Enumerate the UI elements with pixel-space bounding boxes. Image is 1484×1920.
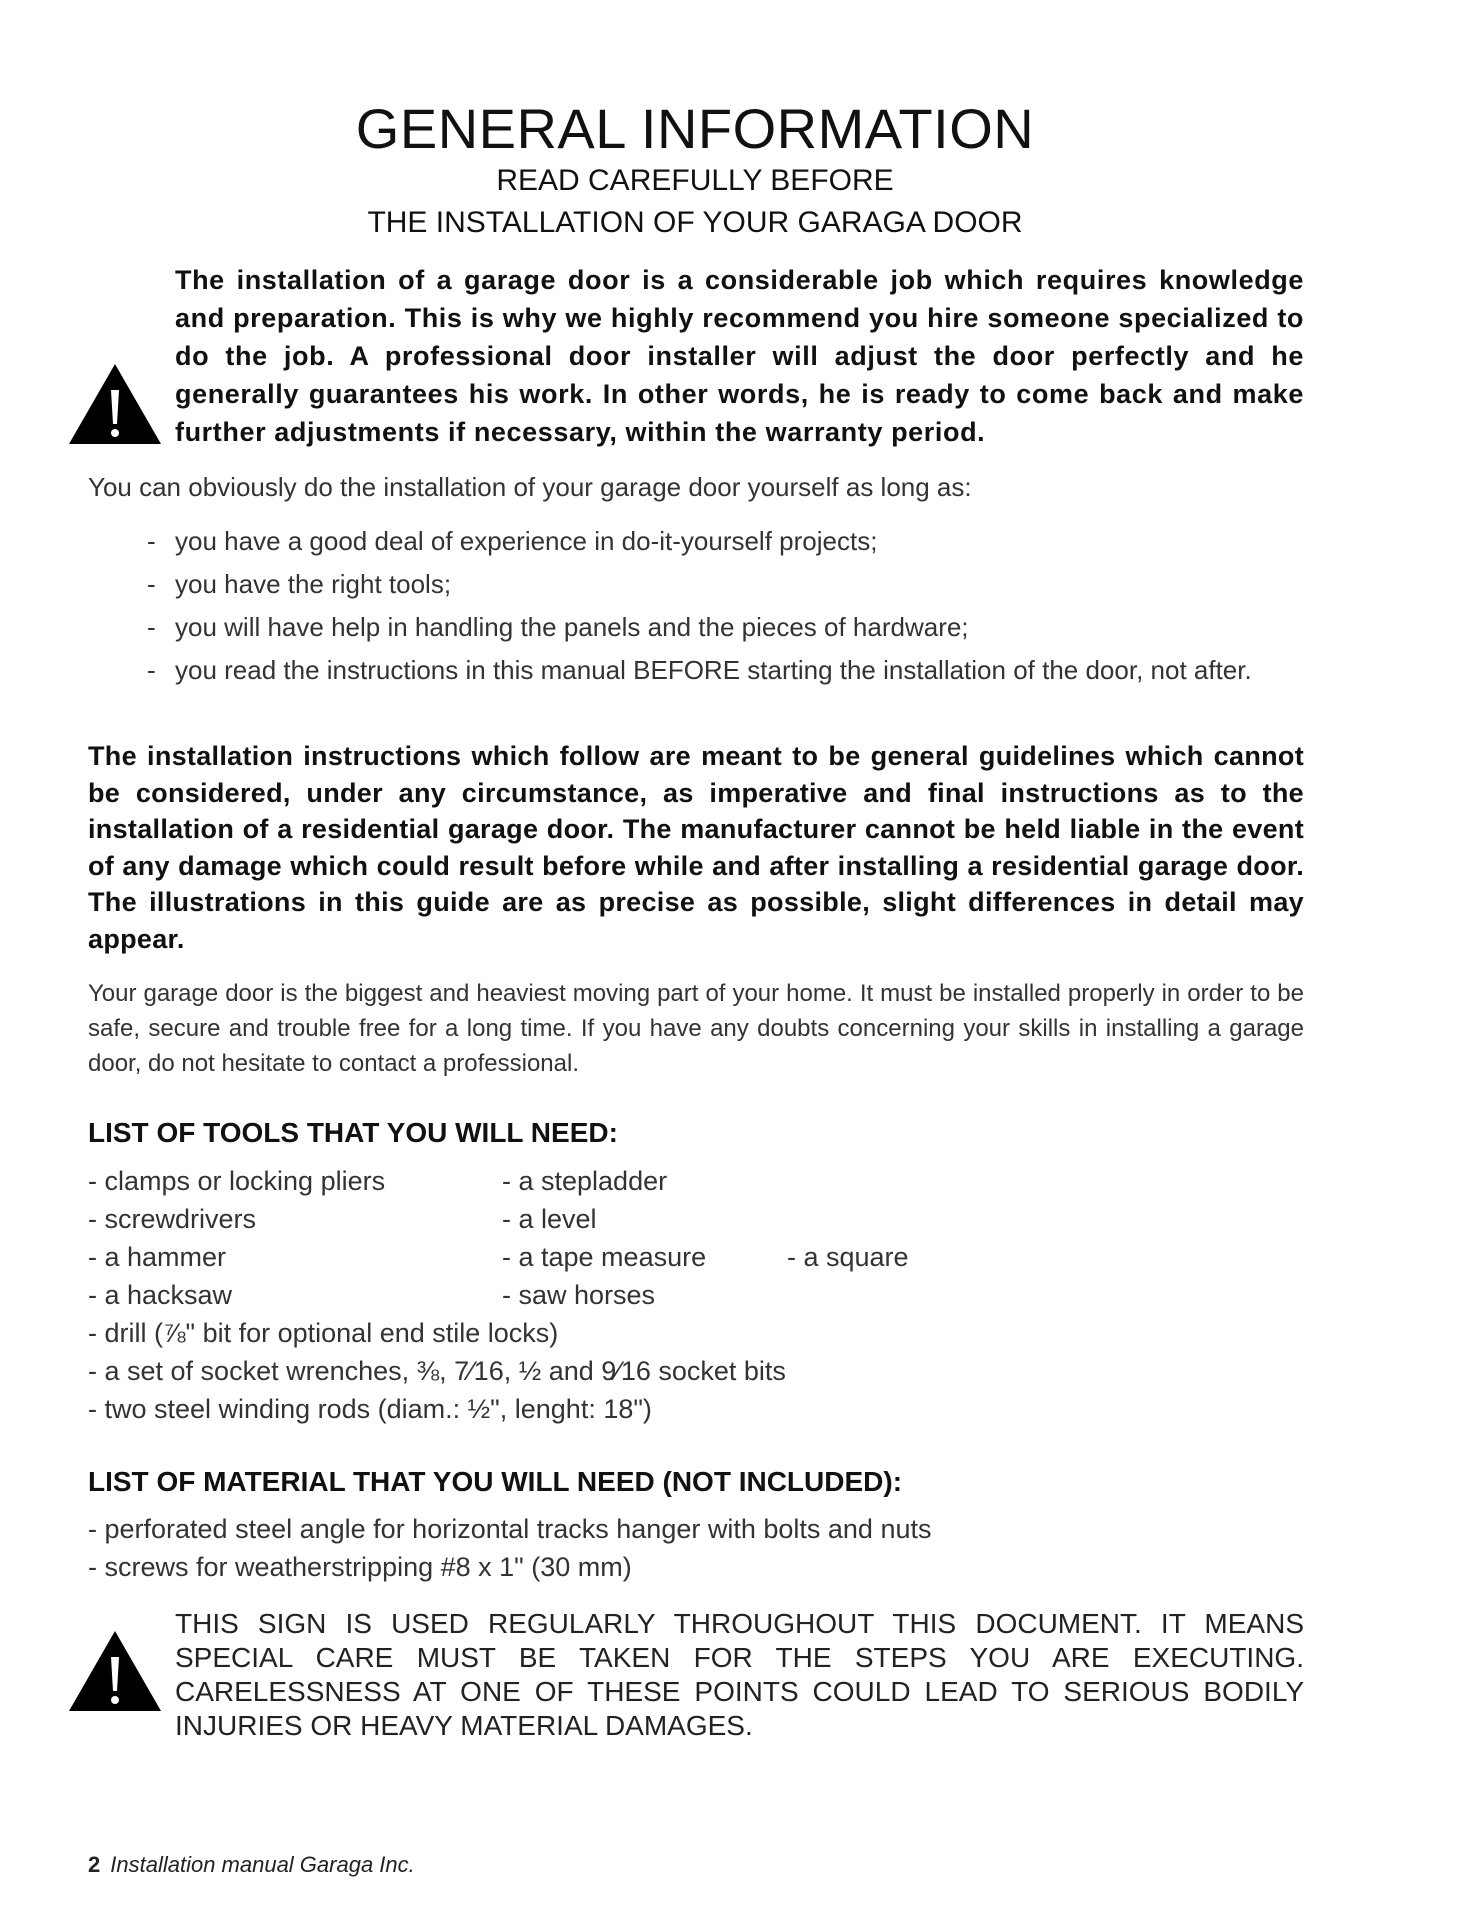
list-item: - you read the instructions in this manual BEFORE starting the installation of the door, not after. [147, 655, 1252, 685]
tool-item: - a hammer [88, 1242, 227, 1272]
list-item: - you have the right tools; [147, 569, 452, 599]
diy-intro: You can obviously do the installation of your garage door yourself as long as: [88, 472, 972, 502]
safety-note-paragraph: Your garage door is the biggest and heaviest moving part of your home. It must be installed properly in order to be safe, secure and trouble free for a long time. If you have any doubts concerning your skills in installing a garage door, do not hesitate to contact a professional. [88, 980, 1304, 1077]
page-title: GENERAL INFORMATION [355, 97, 1035, 160]
warning-triangle-icon [69, 1631, 161, 1711]
warning-triangle-icon [69, 364, 161, 444]
sign-explanation: THIS SIGN IS USED REGULARLY THROUGHOUT THIS DOCUMENT. IT MEANS SPECIAL CARE MUST BE TAKEN FOR THE STEPS YOU ARE EXECUTING. CARELESSNESS AT ONE OF THESE POINTS COULD LEAD TO SERIOUS BODILY INJURIES OR HEAVY MATERIAL DAMAGES. [175, 1608, 1304, 1741]
tool-item: - saw horses [502, 1280, 656, 1310]
subtitle-line-2: THE INSTALLATION OF YOUR GARAGA DOOR [367, 206, 1023, 239]
material-heading: LIST OF MATERIAL THAT YOU WILL NEED (NOT INCLUDED): [88, 1466, 903, 1497]
tool-item: - a square [787, 1242, 909, 1272]
list-item: - you will have help in handling the panels and the pieces of hardware; [147, 612, 969, 642]
footer-text: Installation manual Garaga Inc. [110, 1852, 415, 1877]
tool-item: - screwdrivers [88, 1204, 257, 1234]
tools-heading: LIST OF TOOLS THAT YOU WILL NEED: [88, 1117, 618, 1148]
list-item: - you have a good deal of experience in do-it-yourself projects; [147, 526, 878, 556]
page-footer [88, 1852, 415, 1878]
warning-intro-paragraph: The installation of a garage door is a considerable job which requires knowledge and preparation. This is why we highly recommend you hire someone specialized to do the job. A professional door installer will adjust the door perfectly and he generally guarantees his work. In other words, he is ready to come back and make further adjustments if necessary, within the warranty period. [175, 265, 1304, 447]
page-number: 2 [88, 1852, 101, 1877]
tool-item: - a tape measure [502, 1242, 707, 1272]
material-item: - perforated steel angle for horizontal tracks hanger with bolts and nuts [88, 1514, 932, 1544]
subtitle-line-1: READ CAREFULLY BEFORE [496, 164, 894, 197]
tool-item: - drill (⅞" bit for optional end stile locks) [88, 1318, 559, 1348]
tool-item: - a hacksaw [88, 1280, 233, 1310]
tool-item: - a stepladder [502, 1166, 668, 1196]
tool-item: - two steel winding rods (diam.: ½", lenght: 18") [88, 1394, 652, 1424]
material-item: - screws for weatherstripping #8 x 1" (30 mm) [88, 1552, 632, 1582]
disclaimer-paragraph: The installation instructions which follow are meant to be general guidelines which cannot be considered, under any circumstance, as imperative and final instructions as to the installation of a residential garage door. The manufacturer cannot be held liable in the event of any damage which could result before while and after installing a residential garage door. The illustrations in this guide are as precise as possible, slight differences in detail may appear. [88, 741, 1304, 954]
tool-item: - clamps or locking pliers [88, 1166, 386, 1196]
tool-item: - a set of socket wrenches, ⅜, 7⁄16, ½ and 9⁄16 socket bits [88, 1356, 786, 1386]
tool-item: - a level [502, 1204, 597, 1234]
